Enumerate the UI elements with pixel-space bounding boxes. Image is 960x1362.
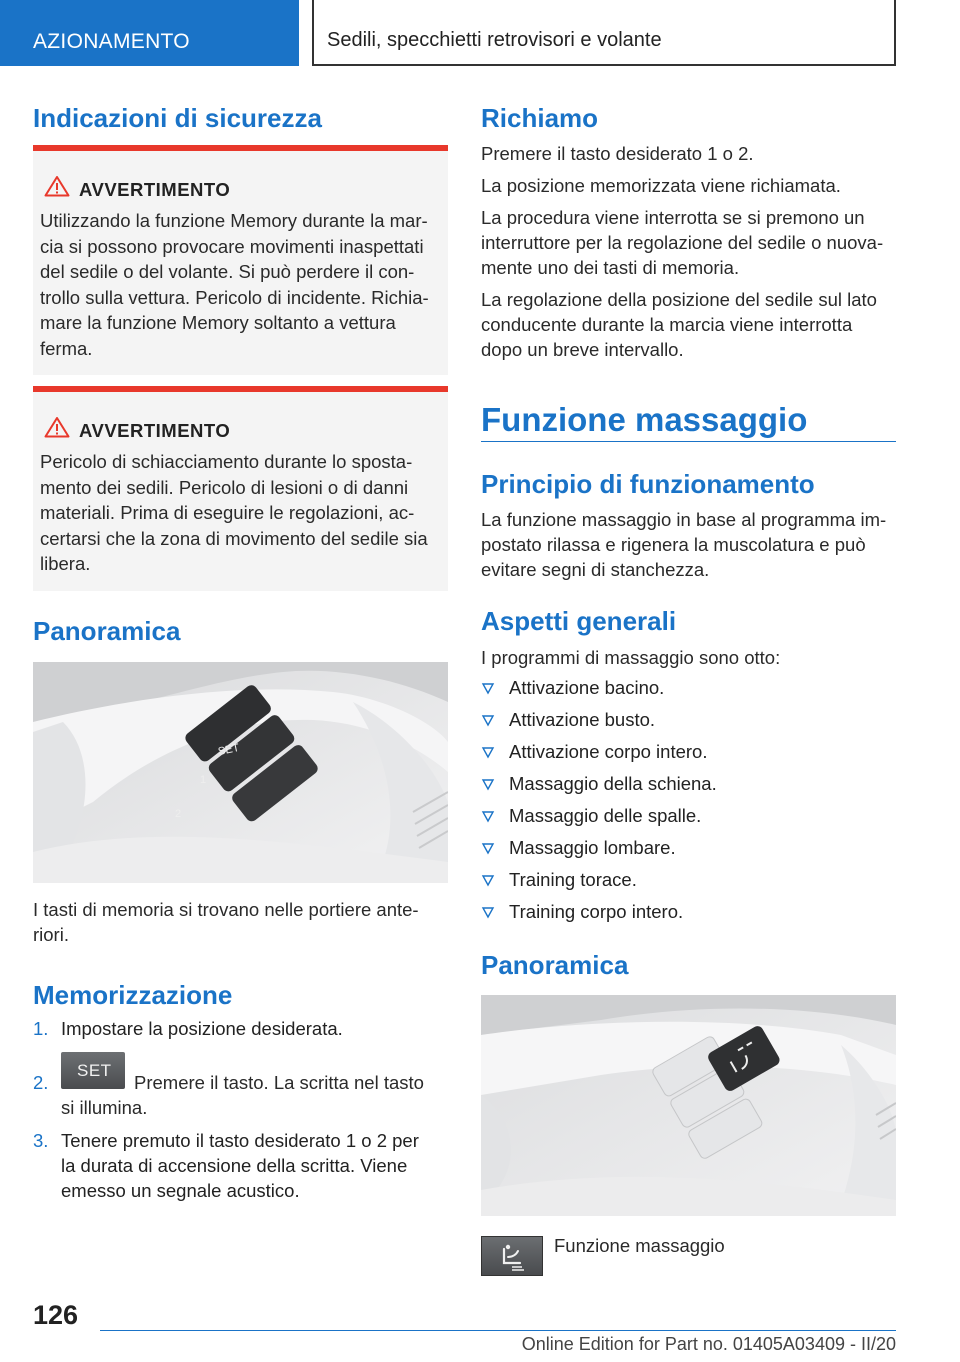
step-3: 3. Tenere premuto il tasto desiderato 1 o 2 per la durata di accensione della scritta. Viene emesso un segnale acustico. [33, 1130, 419, 1201]
door-memory-buttons-photo [33, 662, 448, 883]
general-heading: Aspetti generali [481, 606, 677, 636]
overview-heading-right: Panoramica [481, 950, 629, 980]
step-2-line-1: Premere il tasto. La scritta nel tasto [134, 1072, 424, 1093]
recall-heading: Richiamo [481, 103, 599, 133]
triangle-bullet-icon [481, 905, 495, 919]
recall-para-3: La procedura viene interrotta se si premono un interruttore per la regolazione del sedile o nuova- mente uno dei tasti di memoria. [481, 207, 884, 278]
header-section-label: AZIONAMENTO [33, 30, 190, 53]
photo-caption: I tasti di memoria si trovano nelle portiere ante- riori. [33, 899, 419, 945]
warning-title: AVVERTIMENTO [79, 420, 231, 441]
page-number: 126 [33, 1300, 79, 1330]
warning-triangle-icon [44, 175, 70, 197]
store-heading: Memorizzazione [33, 980, 233, 1010]
triangle-bullet-icon [481, 873, 495, 887]
triangle-bullet-icon [481, 777, 495, 791]
principle-heading: Principio di funzionamento [481, 469, 815, 499]
safety-heading: Indicazioni di sicurezza [33, 103, 322, 133]
warning-title: AVVERTIMENTO [79, 179, 231, 200]
recall-para-4: La regolazione della posizione del sedile sul lato conducente durante la marcia viene interrotta dopo un breve intervallo. [481, 289, 877, 360]
massage-heading-rule [481, 441, 896, 442]
warning-box-1 [33, 145, 448, 375]
header-chapter-box [312, 0, 896, 66]
triangle-bullet-icon [481, 713, 495, 727]
triangle-bullet-icon [481, 809, 495, 823]
massage-button-photo [481, 995, 896, 1216]
overview-heading-left: Panoramica [33, 616, 181, 646]
triangle-bullet-icon [481, 681, 495, 695]
recall-para-2: La posizione memorizzata viene richiamata. [481, 175, 841, 196]
warning-triangle-icon [44, 416, 70, 438]
footer-edition: Online Edition for Part no. 01405A03409 - II/20 [521, 1334, 896, 1354]
triangle-bullet-icon [481, 745, 495, 759]
warning-body: Pericolo di schiacciamento durante lo sposta- mento dei sedili. Pericolo di lesioni o di danni materiali. Prima di eseguire le regolazioni, ac- certarsi che la zona di movimento del sedile sia libera. [40, 451, 428, 574]
memory-button-2-label: 2 [175, 808, 182, 820]
footer-rule [100, 1330, 896, 1331]
step-2-line-2: si illumina. [61, 1097, 148, 1118]
massage-heading: Funzione massaggio [481, 401, 808, 438]
set-button-icon: SET [61, 1052, 125, 1089]
header-chapter-label: Sedili, specchietti retrovisori e volante [327, 29, 662, 51]
principle-text: La funzione massaggio in base al programma im- postato rilassa e rigenera la muscolatura e può evitare segni di stanchezza. [481, 509, 887, 580]
header-section-tab [0, 0, 299, 66]
massage-icon-caption: Funzione massaggio [554, 1235, 725, 1256]
memory-button-1-label: 1 [200, 774, 207, 786]
triangle-bullet-icon [481, 841, 495, 855]
warning-box-2 [33, 386, 448, 591]
recall-para-1: Premere il tasto desiderato 1 o 2. [481, 143, 754, 164]
warning-body: Utilizzando la funzione Memory durante la mar- cia si possono provocare movimenti inaspettati del sedile o del volante. Si può perdere il con- trollo sulla vettura. Pericolo di incidente. Richia- mare la funzione Memory soltanto a vettura ferma. [40, 210, 429, 359]
set-button-label: SET [216, 741, 241, 759]
massage-function-icon [481, 1236, 543, 1276]
general-intro: I programmi di massaggio sono otto: [481, 647, 781, 668]
